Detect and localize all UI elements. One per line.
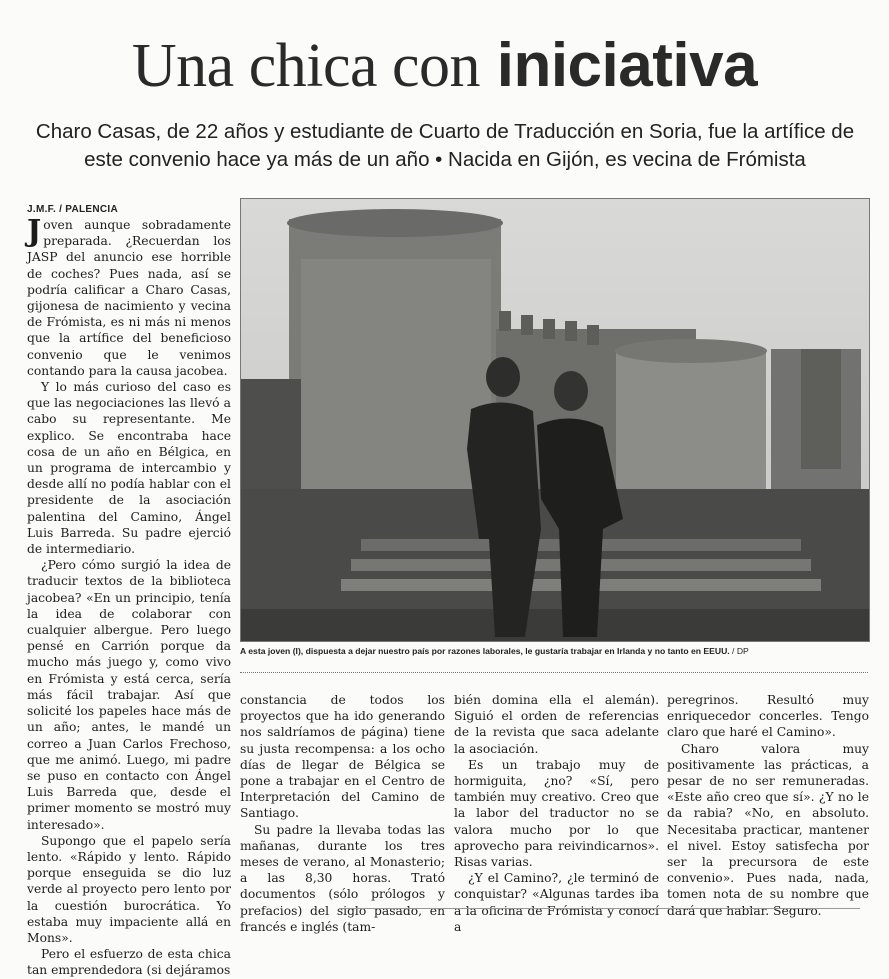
article-column-3 xyxy=(454,692,659,935)
caption-text: A esta joven (I), dispuesta a dejar nuestro país por razones laborales, le gustaría trabajar en Irlanda y no tanto en EEUU. xyxy=(240,646,730,656)
paragraph: Supongo que el papelo sería lento. «Rápido y lento. Rápido porque enseguida se dio luz verde al proyecto pero lento por la cuestión burocrática. Yo estaba muy impaciente allá en Mons». xyxy=(27,833,231,945)
paragraph: constancia de todos los proyectos que ha ido generando nos saldríamos de página) tiene su justa recompensa: a los ocho días de llegar de Bélgica se pone a trabajar en el Centro de Interpretación del Camino de Santiago. xyxy=(240,693,445,821)
paragraph: ¿Pero cómo surgió la idea de traducir textos de la biblioteca jacobea? «En un principio, tenía la idea de colaborar con cualquier albergue. Pero luego pensé en Carrión porque da mucho más juego y, como vivo en Frómista y está cerca, sería más fácil trabajar. Así que solicité los papeles hace más de un año; antes, le mandé un correo a Juan Carlos Frechoso, que me animó. Luego, mi padre se puso en contacto con Ángel Luis Barreda que, desde el primer momento se mostró muy interesado». xyxy=(27,558,231,832)
paragraph: Joven aunque sobradamente preparada. ¿Recuerdan los JASP del anuncio ese horrible de coches? Pues nada, así se podría calificar a Charo Casas, gijonesa de nacimiento y vecina de Frómista, es ni más ni menos que la artífice del beneficioso convenio que le venimos contando para la causa jacobea. xyxy=(27,214,231,378)
headline xyxy=(0,30,889,102)
bottom-divider xyxy=(340,908,860,910)
byline: J.M.F. / PALENCIA xyxy=(27,204,119,215)
paragraph: Su padre la llevaba todas las mañanas, durante los tres meses de verano, al Monasterio; a las 8,30 horas. Trató documentos (sólo prólogos y prefacios) del siglo pasado, en francés e inglés (tam- xyxy=(240,822,445,934)
caption-credit: / DP xyxy=(729,646,749,656)
article-column-4 xyxy=(667,692,869,919)
paragraph: peregrinos. Resultó muy enriquecedor concerles. Tengo claro que haré el Camino». xyxy=(667,693,869,740)
headline-light: Una chica con xyxy=(131,32,480,100)
paragraph: ¿Y el Camino?, ¿le terminó de conquistar? «Algunas tardes iba a la oficina de Frómista y conocí a xyxy=(454,871,659,934)
castle-photo-image xyxy=(241,199,869,641)
photo-caption xyxy=(240,646,868,656)
paragraph: Charo valora muy positivamente las prácticas, a pesar de no ser remuneradas. «Este año creo que sí». ¿Y no le da rabia? «No, en absoluto. Necesitaba practicar, mantener el nivel. Estoy satisfecha por ser la precursora de este convenio». Pues nada, nada, tomen nota de su nombre que dará que hablar. Seguro. xyxy=(667,741,869,918)
article-column-1 xyxy=(27,214,231,979)
divider xyxy=(240,672,868,674)
subheadline xyxy=(20,118,870,174)
subheadline-line-1: Charo Casas, de 22 años y estudiante de Cuarto de Traducción en Soria, fue la artífice de xyxy=(35,120,855,143)
subheadline-line-2: este convenio hace ya más de un año • Nacida en Gijón, es vecina de Frómista xyxy=(84,148,806,171)
castle-photo xyxy=(240,198,870,642)
paragraph: bién domina ella el alemán). Siguió el orden de referencias de la revista que saca adelante la asociación. xyxy=(454,693,659,756)
paragraph: Y lo más curioso del caso es que las negociaciones las llevó a cabo su representante. Me explico. Se encontraba hace cosa de un año en Bélgica, en un programa de intercambio y desde allí no podía hablar con el presidente de la asociación palentina del Camino, Ángel Luis Barreda. Su padre ejerció de intermediario. xyxy=(27,380,231,557)
paragraph: Pero el esfuerzo de esta chica tan emprendedora (si dejáramos xyxy=(27,947,231,978)
article-column-2 xyxy=(240,692,445,935)
headline-bold: iniciativa xyxy=(496,31,758,100)
paragraph: Es un trabajo muy de hormiguita, ¿no? «Sí, pero también muy creativo. Creo que la labor del traductor no se valora mucho por lo que aprovecho para reivindicarnos». Risas varias. xyxy=(454,757,659,870)
